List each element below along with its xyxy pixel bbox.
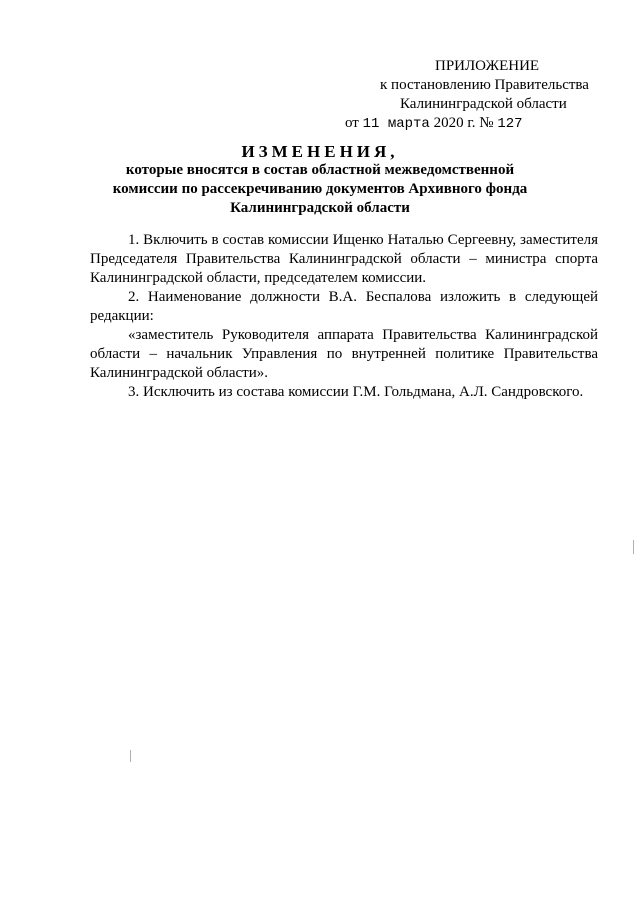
item-2: 2. Наименование должности В.А. Беспалова изложить в следующей редакции:	[90, 289, 598, 324]
item-1: 1. Включить в состав комиссии Ищенко Наталью Сергеевну, заместителя Председателя Правительства Калининградской области – министра спорта Калининградской области, председателем комиссии.	[90, 232, 598, 286]
date-prefix: от	[345, 115, 359, 131]
appendix-date-line	[340, 114, 610, 134]
appendix-header	[340, 57, 610, 134]
document-body	[90, 231, 598, 402]
item-3: 3. Исключить из состава комиссии Г.М. Гольдмана, А.Л. Сандровского.	[128, 384, 584, 400]
document-heading	[90, 142, 550, 218]
appendix-title: ПРИЛОЖЕНИЕ	[435, 58, 540, 74]
appendix-region-line: Калининградской области	[400, 96, 567, 112]
heading-line-3: Калининградской области	[230, 200, 410, 216]
heading-title: ИЗМЕНЕНИЯ,	[241, 142, 399, 161]
scan-mark	[130, 750, 131, 762]
appendix-decree-line: к постановлению Правительства	[380, 77, 589, 93]
decree-number: 127	[497, 116, 523, 132]
heading-line-2: комиссии по рассекречиванию документов Архивного фонда	[112, 181, 528, 197]
scan-mark	[633, 540, 634, 554]
item-2-quote: «заместитель Руководителя аппарата Правительства Калининградской области – начальник Управления по внутренней политике Правительства Калининградской области».	[90, 327, 598, 381]
date-year: 2020 г.	[433, 115, 476, 131]
number-sign: №	[479, 115, 494, 131]
date-value: 11 марта	[362, 116, 430, 132]
heading-line-1: которые вносятся в состав областной межведомственной	[125, 162, 515, 178]
